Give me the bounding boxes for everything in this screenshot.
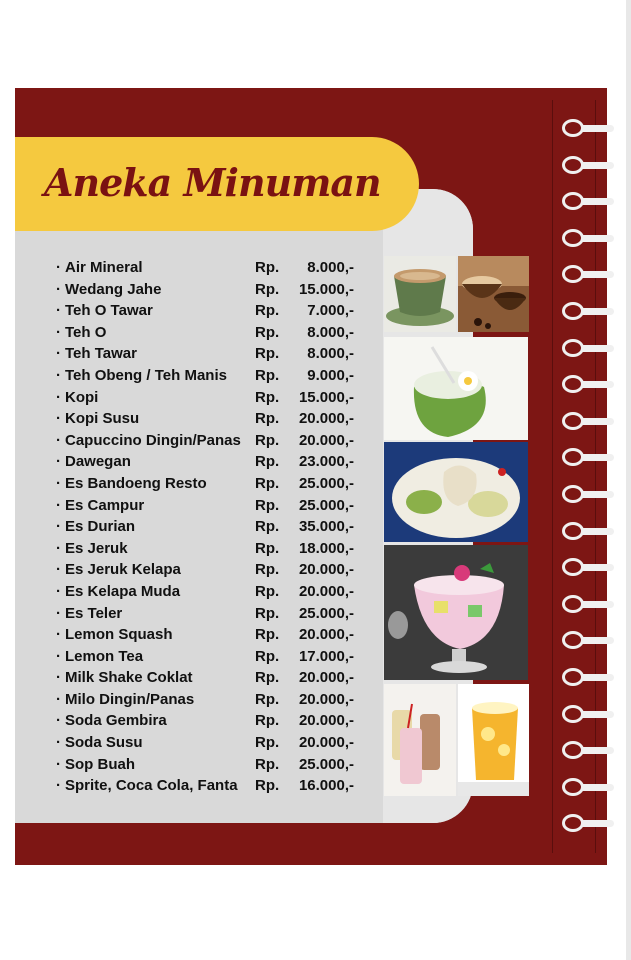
item-currency: Rp. <box>255 431 280 449</box>
bullet-icon: · <box>56 712 61 730</box>
spiral-ring <box>562 668 584 686</box>
item-price: 20.000,- <box>298 431 354 449</box>
spiral-ring <box>562 229 584 247</box>
item-name: Es Campur <box>65 496 145 514</box>
drink-list <box>56 257 366 797</box>
bullet-icon: · <box>56 561 61 579</box>
bullet-icon: · <box>56 453 61 471</box>
spiral-ring <box>562 339 584 357</box>
item-currency: Rp. <box>255 518 280 536</box>
item-name: Soda Susu <box>65 734 143 752</box>
durian-ice-photo <box>384 442 528 542</box>
item-name: Es Teler <box>65 604 123 622</box>
item-price: 8.000,- <box>307 345 354 363</box>
menu-item <box>56 279 366 301</box>
spiral-ring <box>562 119 584 137</box>
item-name: Air Mineral <box>65 259 143 276</box>
coconut-drink-photo <box>384 337 528 440</box>
spiral-ring <box>562 778 584 796</box>
item-name: Es Durian <box>65 518 136 536</box>
item-currency: Rp. <box>255 345 280 363</box>
menu-item <box>56 473 366 495</box>
item-name: Milk Shake Coklat <box>65 669 193 687</box>
bullet-icon: · <box>56 734 61 752</box>
item-currency: Rp. <box>255 474 280 492</box>
spiral-ring <box>562 302 584 320</box>
item-price: 25.000,- <box>298 474 354 492</box>
bullet-icon: · <box>56 626 61 644</box>
ginger-drink-photo <box>384 256 456 332</box>
item-price: 8.000,- <box>307 259 354 276</box>
es-campur-photo <box>384 545 528 680</box>
bullet-icon: · <box>56 431 61 449</box>
bullet-icon: · <box>56 259 61 276</box>
menu-item <box>56 581 366 603</box>
item-currency: Rp. <box>255 734 280 752</box>
item-name: Es Jeruk Kelapa <box>65 561 181 579</box>
spiral-ring <box>562 522 584 540</box>
item-price: 25.000,- <box>298 755 354 773</box>
bullet-icon: · <box>56 496 61 514</box>
item-price: 20.000,- <box>298 690 354 708</box>
menu-item <box>56 603 366 625</box>
item-name: Dawegan <box>65 453 131 471</box>
item-price: 23.000,- <box>298 453 354 471</box>
item-price: 20.000,- <box>298 582 354 600</box>
item-currency: Rp. <box>255 647 280 665</box>
item-price: 20.000,- <box>298 410 354 428</box>
bullet-icon: · <box>56 755 61 773</box>
menu-item <box>56 559 366 581</box>
item-currency: Rp. <box>255 280 280 298</box>
spiral-ring <box>562 485 584 503</box>
menu-item <box>56 343 366 365</box>
spiral-ring <box>562 705 584 723</box>
spiral-ring <box>562 595 584 613</box>
bullet-icon: · <box>56 345 61 363</box>
item-currency: Rp. <box>255 690 280 708</box>
spiral-ring <box>562 156 584 174</box>
menu-item <box>56 538 366 560</box>
menu-title: Aneka Minuman <box>44 160 381 205</box>
bullet-icon: · <box>56 518 61 536</box>
item-currency: Rp. <box>255 755 280 773</box>
item-price: 16.000,- <box>298 777 354 795</box>
item-currency: Rp. <box>255 453 280 471</box>
item-price: 20.000,- <box>298 734 354 752</box>
item-price: 8.000,- <box>307 323 354 341</box>
item-currency: Rp. <box>255 582 280 600</box>
item-currency: Rp. <box>255 496 280 514</box>
menu-item <box>56 365 366 387</box>
bullet-icon: · <box>56 777 61 795</box>
menu-item <box>56 689 366 711</box>
item-price: 20.000,- <box>298 669 354 687</box>
item-name: Teh O Tawar <box>65 302 153 320</box>
item-currency: Rp. <box>255 777 280 795</box>
item-name: Teh O <box>65 323 107 341</box>
item-name: Lemon Tea <box>65 647 144 665</box>
item-name: Es Bandoeng Resto <box>65 474 207 492</box>
bullet-icon: · <box>56 582 61 600</box>
item-currency: Rp. <box>255 366 280 384</box>
bullet-icon: · <box>56 690 61 708</box>
item-price: 25.000,- <box>298 496 354 514</box>
item-price: 9.000,- <box>307 366 354 384</box>
bullet-icon: · <box>56 539 61 557</box>
binding-edge <box>552 100 596 853</box>
bullet-icon: · <box>56 474 61 492</box>
bullet-icon: · <box>56 366 61 384</box>
menu-item <box>56 775 366 797</box>
menu-item <box>56 430 366 452</box>
item-currency: Rp. <box>255 604 280 622</box>
menu-item <box>56 451 366 473</box>
item-currency: Rp. <box>255 410 280 428</box>
item-currency: Rp. <box>255 626 280 644</box>
item-name: Sop Buah <box>65 755 135 773</box>
menu-item <box>56 408 366 430</box>
item-price: 20.000,- <box>298 626 354 644</box>
menu-item <box>56 387 366 409</box>
page-edge <box>626 0 631 960</box>
menu-item <box>56 322 366 344</box>
menu-item <box>56 300 366 322</box>
item-price: 20.000,- <box>298 712 354 730</box>
item-name: Kopi Susu <box>65 410 140 428</box>
item-name: Capuccino Dingin/Panas <box>65 431 241 449</box>
item-currency: Rp. <box>255 388 280 406</box>
coffee-cups-photo <box>458 256 529 332</box>
item-currency: Rp. <box>255 323 280 341</box>
milkshake-photo <box>384 684 456 796</box>
menu-item <box>56 516 366 538</box>
item-name: Milo Dingin/Panas <box>65 690 195 708</box>
bullet-icon: · <box>56 410 61 428</box>
item-currency: Rp. <box>255 259 280 276</box>
item-price: 15.000,- <box>298 280 354 298</box>
menu-item <box>56 624 366 646</box>
item-price: 35.000,- <box>298 518 354 536</box>
spiral-ring <box>562 412 584 430</box>
item-name: Es Jeruk <box>65 539 128 557</box>
bullet-icon: · <box>56 604 61 622</box>
menu-item <box>56 646 366 668</box>
menu-item <box>56 257 366 279</box>
menu-item <box>56 754 366 776</box>
item-price: 25.000,- <box>298 604 354 622</box>
item-name: Lemon Squash <box>65 626 173 644</box>
bullet-icon: · <box>56 647 61 665</box>
item-currency: Rp. <box>255 539 280 557</box>
item-name: Kopi <box>65 388 99 406</box>
item-name: Soda Gembira <box>65 712 167 730</box>
bullet-icon: · <box>56 323 61 341</box>
item-price: 18.000,- <box>298 539 354 557</box>
lemon-squash-photo <box>458 684 529 796</box>
item-name: Es Kelapa Muda <box>65 582 181 600</box>
item-currency: Rp. <box>255 561 280 579</box>
item-name: Sprite, Coca Cola, Fanta <box>65 777 238 795</box>
item-price: 15.000,- <box>298 388 354 406</box>
item-price: 20.000,- <box>298 561 354 579</box>
item-name: Wedang Jahe <box>65 280 162 298</box>
bullet-icon: · <box>56 302 61 320</box>
menu-item <box>56 732 366 754</box>
item-price: 7.000,- <box>307 302 354 320</box>
bullet-icon: · <box>56 669 61 687</box>
bullet-icon: · <box>56 280 61 298</box>
item-name: Teh Obeng / Teh Manis <box>65 366 227 384</box>
item-currency: Rp. <box>255 712 280 730</box>
menu-item <box>56 495 366 517</box>
item-name: Teh Tawar <box>65 345 137 363</box>
bullet-icon: · <box>56 388 61 406</box>
item-currency: Rp. <box>255 669 280 687</box>
item-currency: Rp. <box>255 302 280 320</box>
menu-item <box>56 667 366 689</box>
item-price: 17.000,- <box>298 647 354 665</box>
menu-item <box>56 710 366 732</box>
